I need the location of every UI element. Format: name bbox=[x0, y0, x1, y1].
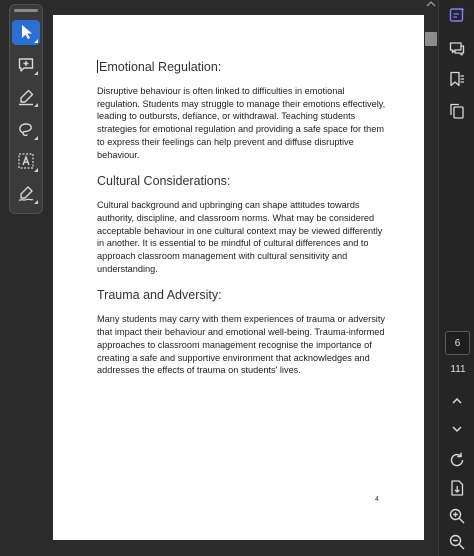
scroll-up-arrow-icon[interactable] bbox=[426, 0, 436, 8]
text-box-tool-button[interactable] bbox=[12, 149, 40, 174]
pen-sign-icon bbox=[17, 184, 35, 202]
comments-panel-button[interactable] bbox=[446, 38, 468, 60]
page-footer-number: 4 bbox=[375, 496, 379, 503]
bookmark-list-icon bbox=[448, 70, 466, 88]
zoom-out-button[interactable] bbox=[446, 531, 468, 553]
palette-drag-handle[interactable] bbox=[14, 9, 38, 12]
cursor-arrow-icon bbox=[17, 23, 35, 41]
document-page[interactable] bbox=[53, 15, 424, 540]
page-content bbox=[97, 59, 387, 389]
comment-plus-icon bbox=[17, 56, 35, 74]
ai-assistant-button[interactable] bbox=[446, 4, 468, 26]
vertical-scrollbar[interactable] bbox=[424, 0, 438, 556]
right-side-panel bbox=[438, 0, 474, 556]
chevron-up-icon bbox=[448, 392, 466, 410]
highlighter-icon bbox=[17, 88, 35, 106]
text-caret bbox=[97, 60, 98, 73]
section-heading: Cultural Considerations: bbox=[97, 174, 231, 189]
section-paragraph: Cultural background and upbringing can shape attitudes towards authority, discipline, and classroom norms. What may be considered acceptable behaviour in one cultural context may be viewed differently in another. It is essential to be mindful of cultural differences and to approach classroom management with cultural sensitivity and understanding. bbox=[97, 200, 383, 274]
copy-pages-icon bbox=[448, 102, 466, 120]
next-page-button[interactable] bbox=[446, 418, 468, 440]
file-download-icon bbox=[448, 479, 466, 497]
select-tool-button[interactable] bbox=[12, 20, 40, 45]
section-paragraph: Disruptive behaviour is often linked to difficulties in emotional regulation. Students may struggle to manage their emotions effectively, leading to outbursts, defiance, or withdrawal. Teaching students strategies for emotional regulation and providing a safe space for them to express their feelings can help prevent and diffuse disruptive behaviour. bbox=[97, 86, 386, 160]
chevron-down-icon bbox=[448, 420, 466, 438]
sign-tool-button[interactable] bbox=[12, 181, 40, 206]
save-file-button[interactable] bbox=[446, 477, 468, 499]
highlight-tool-button[interactable] bbox=[12, 84, 40, 109]
section-heading: Trauma and Adversity: bbox=[97, 288, 222, 303]
scrollbar-thumb[interactable] bbox=[425, 32, 437, 46]
zoom-out-icon bbox=[448, 533, 466, 551]
section-paragraph: Many students may carry with them experiences of trauma or adversity that impact their behaviour and emotional well-being. Trauma-informed approaches to classroom management recognise the importance of creating a safe and supportive environment that acknowledges and addresses the effects of trauma on students' lives. bbox=[97, 314, 385, 376]
freehand-draw-tool-button[interactable] bbox=[12, 116, 40, 141]
sparkle-chat-icon bbox=[448, 6, 466, 24]
tool-palette bbox=[9, 4, 43, 214]
lasso-curve-icon bbox=[17, 120, 35, 138]
add-comment-tool-button[interactable] bbox=[12, 52, 40, 77]
bookmarks-panel-button[interactable] bbox=[446, 68, 468, 90]
previous-page-button[interactable] bbox=[446, 390, 468, 412]
refresh-button[interactable] bbox=[446, 449, 468, 471]
total-pages-label: 111 bbox=[450, 364, 466, 375]
section-heading: Emotional Regulation: bbox=[99, 60, 222, 74]
zoom-in-button[interactable] bbox=[446, 505, 468, 527]
text-box-icon bbox=[17, 152, 35, 170]
zoom-in-icon bbox=[448, 507, 466, 525]
refresh-icon bbox=[448, 451, 466, 469]
page-thumbnails-button[interactable] bbox=[446, 100, 468, 122]
current-page-input[interactable]: 6 bbox=[445, 331, 470, 355]
comments-icon bbox=[448, 40, 466, 58]
